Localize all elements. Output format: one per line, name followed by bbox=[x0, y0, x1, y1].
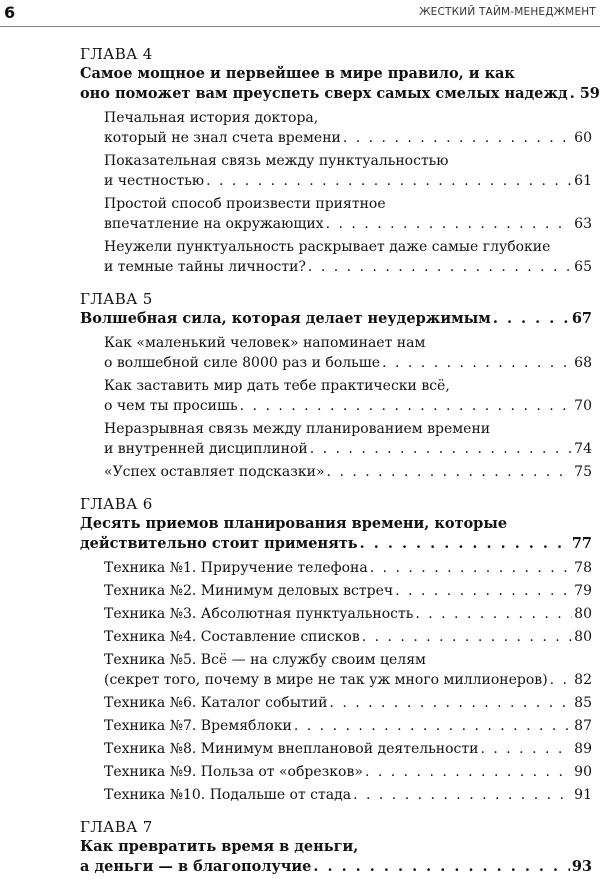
chapter-block bbox=[80, 289, 592, 482]
toc-entry-line-text: Техника №10. Подальше от стада bbox=[104, 787, 352, 803]
toc-entry-line bbox=[104, 462, 592, 482]
dot-leader bbox=[343, 128, 572, 148]
toc-entry-line: Неразрывная связь между планированием времени bbox=[104, 421, 491, 437]
chapter-title-line: Самое мощное и первейшее в мире правило, и как bbox=[80, 65, 515, 82]
toc-entry-line: Простой способ произвести приятное bbox=[104, 196, 386, 212]
chapter-title-line-text: действительно стоит применять bbox=[80, 535, 358, 552]
toc-entry-line bbox=[104, 257, 592, 277]
page-ref: 79 bbox=[574, 583, 592, 599]
chapter-title-line bbox=[80, 534, 592, 554]
dot-leader bbox=[326, 214, 573, 234]
toc-entry-line bbox=[104, 739, 592, 759]
chapter-block bbox=[80, 494, 592, 805]
page-ref: 60 bbox=[574, 130, 592, 146]
page-ref: 82 bbox=[574, 672, 592, 688]
page-ref: 90 bbox=[574, 764, 592, 780]
dot-leader bbox=[370, 558, 572, 578]
page-ref: 80 bbox=[574, 629, 592, 645]
dot-leader bbox=[353, 785, 572, 805]
toc-entry-line: Как заставить мир дать тебе практически всё, bbox=[104, 378, 450, 394]
dot-leader bbox=[395, 581, 572, 601]
chapter-title-line-text: а деньги — в благополучие bbox=[80, 858, 312, 875]
toc-entry-line: Как «маленький человек» напоминает нам bbox=[104, 335, 426, 351]
section-list bbox=[104, 108, 592, 277]
toc-entry-line-text: Техника №2. Минимум деловых встреч bbox=[104, 583, 394, 599]
chapter-title-line-text: Волшебная сила, которая делает неудержимым bbox=[80, 310, 491, 327]
dot-leader bbox=[382, 353, 572, 373]
chapter-label: ГЛАВА 5 bbox=[80, 290, 153, 308]
dot-leader bbox=[313, 857, 569, 877]
toc-entry-line bbox=[104, 558, 592, 578]
dot-leader bbox=[310, 439, 572, 459]
toc-entry bbox=[104, 333, 592, 373]
toc-entry-line-text: (секрет того, почему в мире не так уж много миллионеров) bbox=[104, 672, 548, 688]
toc-entry bbox=[104, 108, 592, 148]
toc-entry-line-text: о чем ты просишь bbox=[104, 398, 238, 414]
dot-leader bbox=[308, 257, 572, 277]
header-rule bbox=[0, 26, 600, 27]
toc-entry-line bbox=[104, 627, 592, 647]
toc-entry-line-text: и внутренней дисциплиной bbox=[104, 441, 308, 457]
page-ref: 68 bbox=[574, 355, 592, 371]
toc-entry-line bbox=[104, 604, 592, 624]
chapter-label: ГЛАВА 4 bbox=[80, 45, 153, 63]
chapter-title-line bbox=[80, 84, 600, 104]
dot-leader bbox=[550, 670, 573, 690]
toc-entry-line bbox=[104, 581, 592, 601]
toc-entry-line-text: впечатление на окружающих bbox=[104, 216, 324, 232]
page-ref: 74 bbox=[574, 441, 592, 457]
toc-entry bbox=[104, 558, 592, 578]
page-ref: 78 bbox=[574, 560, 592, 576]
page-ref: 59 bbox=[579, 85, 600, 102]
toc-entry-line bbox=[104, 171, 592, 191]
toc-entry bbox=[104, 650, 592, 690]
dot-leader bbox=[360, 534, 570, 554]
page-ref: 93 bbox=[571, 858, 592, 875]
toc-entry-line bbox=[104, 785, 592, 805]
dot-leader bbox=[415, 604, 572, 624]
dot-leader bbox=[206, 171, 572, 191]
page-ref: 65 bbox=[574, 259, 592, 275]
page-ref: 67 bbox=[571, 310, 592, 327]
dot-leader bbox=[480, 739, 572, 759]
chapter-label: ГЛАВА 6 bbox=[80, 495, 153, 513]
toc-entry bbox=[104, 785, 592, 805]
toc-entry bbox=[104, 627, 592, 647]
toc-entry bbox=[104, 419, 592, 459]
toc-entry-line-text: и темные тайны личности? bbox=[104, 259, 306, 275]
toc-entry bbox=[104, 376, 592, 416]
toc-entry-line: Техника №5. Всё — на службу своим целям bbox=[104, 652, 426, 668]
toc-entry-line bbox=[104, 353, 592, 373]
dot-leader bbox=[493, 309, 570, 329]
chapter-label: ГЛАВА 7 bbox=[80, 818, 153, 836]
dot-leader bbox=[362, 627, 572, 647]
toc-entry bbox=[104, 762, 592, 782]
toc-entry-line bbox=[104, 762, 592, 782]
chapter-block bbox=[80, 44, 600, 277]
page-ref: 89 bbox=[574, 741, 592, 757]
toc-entry-line bbox=[104, 214, 592, 234]
toc-entry bbox=[104, 462, 592, 482]
page-number: 6 bbox=[4, 3, 16, 22]
chapter-title bbox=[80, 514, 592, 554]
toc-entry-line bbox=[104, 396, 592, 416]
page-ref: 70 bbox=[574, 398, 592, 414]
running-title: ЖЕСТКИЙ ТАЙМ-МЕНЕДЖМЕНТ bbox=[419, 6, 596, 18]
toc-entry-line-text: и честностью bbox=[104, 173, 205, 189]
toc-entry-line: Неужели пунктуальность раскрывает даже самые глубокие bbox=[104, 239, 551, 255]
page-ref: 75 bbox=[574, 464, 592, 480]
toc-entry-line-text: Техника №3. Абсолютная пунктуальность bbox=[104, 606, 414, 622]
toc-entry-line bbox=[104, 439, 592, 459]
chapter-title-line bbox=[80, 857, 592, 877]
toc-entry-line-text: Техника №4. Составление списков bbox=[104, 629, 360, 645]
section-list bbox=[104, 333, 592, 482]
toc-entry-line-text: Техника №6. Каталог событий bbox=[104, 695, 328, 711]
dot-leader bbox=[365, 762, 572, 782]
toc-entry bbox=[104, 739, 592, 759]
dot-leader bbox=[570, 84, 578, 104]
chapter-title-line: Как превратить время в деньги, bbox=[80, 838, 359, 855]
page-ref: 80 bbox=[574, 606, 592, 622]
toc-entry-line-text: Техника №8. Минимум внеплановой деятельности bbox=[104, 741, 479, 757]
toc-entry bbox=[104, 716, 592, 736]
toc-entry-line-text: о волшебной силе 8000 раз и больше bbox=[104, 355, 381, 371]
table-of-contents bbox=[80, 44, 600, 889]
chapter-block bbox=[80, 817, 592, 877]
toc-entry bbox=[104, 151, 592, 191]
chapter-title bbox=[80, 309, 592, 329]
chapter-title bbox=[80, 837, 592, 877]
toc-entry-line-text: Техника №9. Польза от «обрезков» bbox=[104, 764, 363, 780]
chapter-title-line: Десять приемов планирования времени, которые bbox=[80, 515, 508, 532]
toc-entry-line-text: Техника №7. Времяблоки bbox=[104, 718, 292, 734]
toc-entry bbox=[104, 581, 592, 601]
chapter-title-line bbox=[80, 309, 592, 329]
toc-entry-line bbox=[104, 670, 592, 690]
page-header bbox=[0, 0, 600, 28]
page-ref: 63 bbox=[574, 216, 592, 232]
toc-entry-line-text: Техника №1. Приручение телефона bbox=[104, 560, 368, 576]
toc-entry bbox=[104, 194, 592, 234]
section-list bbox=[104, 558, 592, 805]
toc-entry bbox=[104, 604, 592, 624]
toc-entry-line bbox=[104, 693, 592, 713]
dot-leader bbox=[329, 693, 572, 713]
dot-leader bbox=[294, 716, 572, 736]
page-ref: 77 bbox=[571, 535, 592, 552]
chapter-title-line-text: оно поможет вам преуспеть сверх самых смелых надежд bbox=[80, 85, 568, 102]
toc-entry-line bbox=[104, 716, 592, 736]
dot-leader bbox=[240, 396, 573, 416]
page-ref: 87 bbox=[574, 718, 592, 734]
toc-entry-line-text: который не знал счета времени bbox=[104, 130, 341, 146]
toc-entry-line bbox=[104, 128, 592, 148]
toc-entry bbox=[104, 693, 592, 713]
dot-leader bbox=[327, 462, 573, 482]
toc-entry bbox=[104, 237, 592, 277]
page-ref: 61 bbox=[574, 173, 592, 189]
toc-entry-line-text: «Успех оставляет подсказки» bbox=[104, 464, 325, 480]
chapter-title bbox=[80, 64, 600, 104]
page-ref: 85 bbox=[574, 695, 592, 711]
toc-entry-line: Показательная связь между пунктуальностью bbox=[104, 153, 449, 169]
page-ref: 91 bbox=[574, 787, 592, 803]
toc-entry-line: Печальная история доктора, bbox=[104, 110, 319, 126]
